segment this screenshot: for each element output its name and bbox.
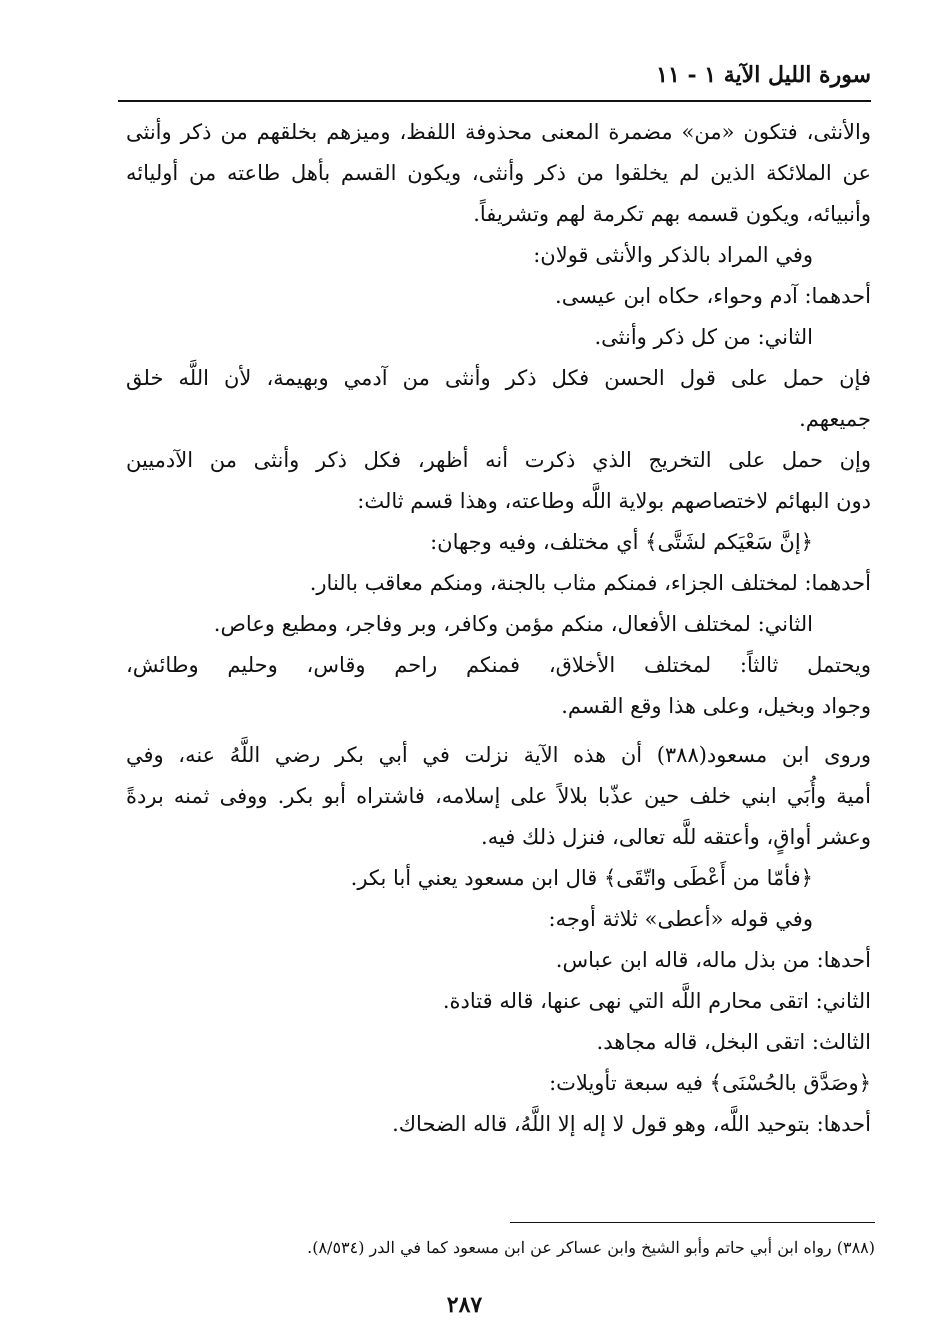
text-line: أحدهما: آدم وحواء، حكاه ابن عيسى.	[555, 284, 871, 308]
text-line: وروى ابن مسعود(٣٨٨) أن هذه الآية نزلت في أبي بكر رضي اللَّهُ عنه، وفي	[126, 743, 871, 767]
running-header: سورة الليل الآية ١ - ١١	[656, 62, 871, 88]
text-line: عن الملائكة الذين لم يخلقوا من ذكر وأنثى، ويكون القسم بأهل طاعته من أوليائه	[126, 161, 871, 185]
footnote-rule	[510, 1222, 875, 1223]
text-line: وجواد وبخيل، وعلى هذا وقع القسم.	[561, 694, 871, 718]
text-line: وعشر أواقٍ، وأعتقه للَّه تعالى، فنزل ذلك فيه.	[481, 825, 871, 849]
text-line: وإن حمل على التخريج الذي ذكرت أنه أظهر، فكل ذكر وأنثى من الآدميين	[126, 448, 871, 472]
text-line: وفي المراد بالذكر والأنثى قولان:	[533, 243, 813, 267]
footnote: (٣٨٨) رواه ابن أبي حاتم وأبو الشيخ وابن عساكر عن ابن مسعود كما في الدر (٨/٥٣٤).	[307, 1238, 875, 1257]
text-line: الثالث: اتقى البخل، قاله مجاهد.	[596, 1030, 871, 1054]
text-line: الثاني: اتقى محارم اللَّه التي نهى عنها، قاله قتادة.	[442, 989, 871, 1013]
text-line: وأنبيائه، ويكون قسمه بهم تكرمة لهم وتشريفاً.	[473, 202, 871, 226]
text-line: أحدهما: لمختلف الجزاء، فمنكم مثاب بالجنة، ومنكم معاقب بالنار.	[309, 571, 871, 595]
text-line: جميعهم.	[799, 407, 871, 431]
text-line: فإن حمل على قول الحسن فكل ذكر وأنثى من آدمي وبهيمة، لأن اللَّه خلق	[126, 366, 871, 390]
text-line: والأنثى، فتكون «من» مضمرة المعنى محذوفة اللفظ، وميزهم بخلقهم من ذكر وأنثى	[126, 120, 871, 144]
text-line: أحدها: بتوحيد اللَّه، وهو قول لا إله إلا اللَّهُ، قاله الضحاك.	[392, 1112, 871, 1136]
text-line: ويحتمل ثالثاً: لمختلف الأخلاق، فمنكم راحم وقاس، وحليم وطائش،	[126, 653, 871, 677]
text-line: ﴿إنَّ سَعْيَكم لشَتَّى﴾ أي مختلف، وفيه وجهان:	[430, 530, 813, 554]
text-line: أمية وأُبَي ابني خلف حين عذّبا بلالاً على إسلامه، فاشتراه أبو بكر. ووفى ثمنه بردةً	[126, 784, 871, 808]
text-line: الثاني: لمختلف الأفعال، منكم مؤمن وكافر، وبر وفاجر، ومطيع وعاص.	[213, 612, 813, 636]
page-number: ٢٨٧	[446, 1292, 483, 1318]
header-rule	[118, 100, 871, 102]
text-line: وفي قوله «أعطى» ثلاثة أوجه:	[548, 907, 813, 931]
text-line: ﴿فأمّا من أَعْطَى واتّقَى﴾ قال ابن مسعود يعني أبا بكر.	[350, 866, 813, 890]
text-line: الثاني: من كل ذكر وأنثى.	[594, 325, 813, 349]
text-line: أحدها: من بذل ماله، قاله ابن عباس.	[555, 948, 871, 972]
text-line: ﴿وصَدَّق بالحُسْنَى﴾ فيه سبعة تأويلات:	[549, 1071, 871, 1095]
text-line: دون البهائم لاختصاصهم بولاية اللَّه وطاعته، وهذا قسم ثالث:	[357, 489, 871, 513]
